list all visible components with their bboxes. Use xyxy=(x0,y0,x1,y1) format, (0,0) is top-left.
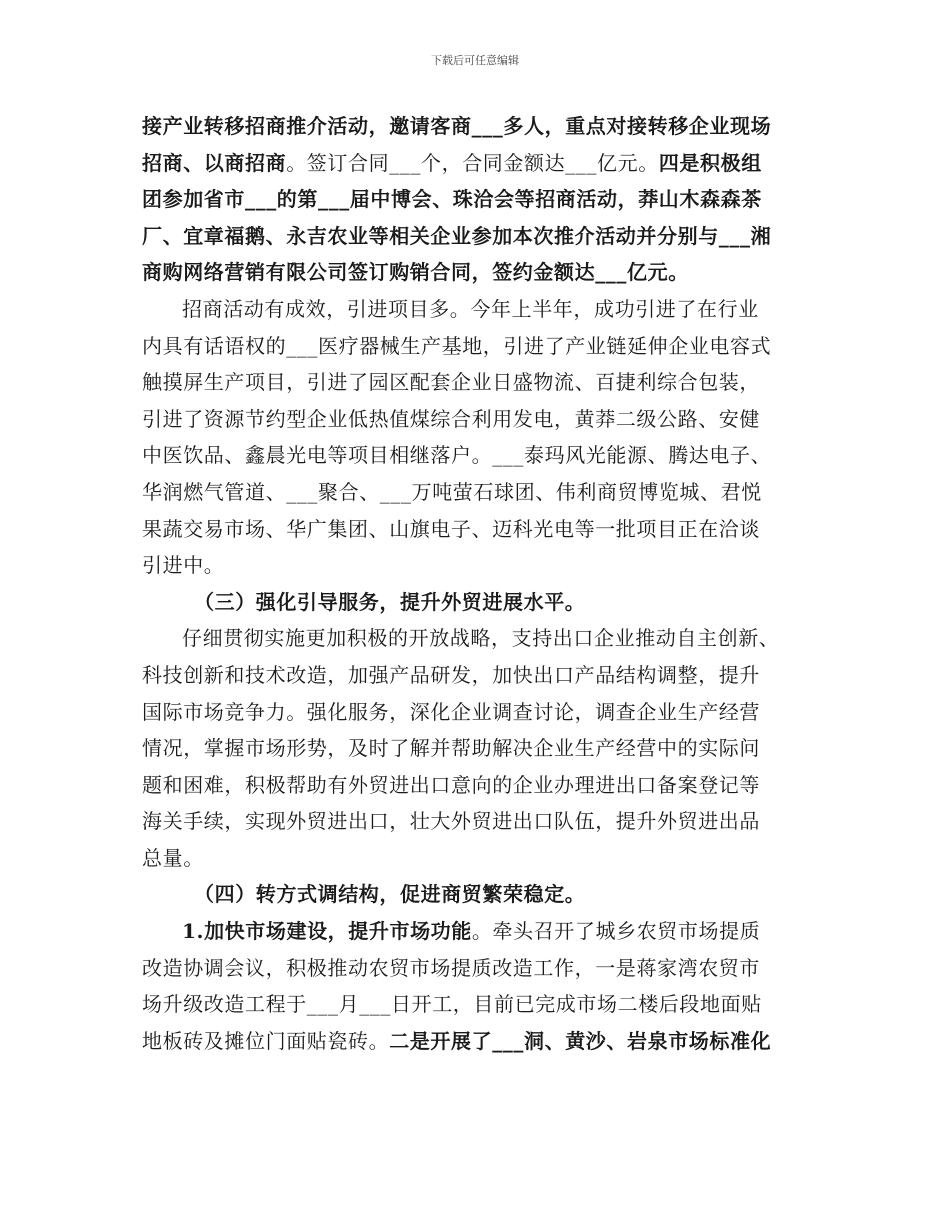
text-run: 科技创新和技术改造，加强产品研发，加快出口产品结构调整，提升 xyxy=(142,662,760,687)
text-run: 。签订合同___个，合同金额达___亿元。 xyxy=(286,150,659,175)
bold-text-run: 1.加快市场建设，提升市场功能 xyxy=(182,919,472,944)
text-line xyxy=(142,328,822,365)
text-run: 题和困难，积极帮助有外贸进出口意向的企业办理进出口备案登记等 xyxy=(142,772,760,797)
text-run: 引进中。 xyxy=(142,553,225,578)
text-run: 国际市场竞争力。强化服务，深化企业调查讨论，调查企业生产经营 xyxy=(142,699,760,724)
page-header: 下载后可任意编辑 xyxy=(431,54,519,67)
text-line xyxy=(142,584,822,621)
text-line xyxy=(142,840,822,877)
text-line xyxy=(142,108,822,145)
text-line xyxy=(142,401,822,438)
bold-text-run: 接产业转移招商推介活动，邀请客商___多人，重点对接转移企业现场 xyxy=(142,114,772,138)
text-line xyxy=(142,730,822,767)
text-line xyxy=(142,254,822,291)
bold-text-run: （三）强化引导服务，提升外贸进展水平。 xyxy=(194,589,586,614)
text-run: 内具有话语权的___医疗器械生产基地，引进了产业链延伸企业电容式 xyxy=(142,333,772,358)
text-run: 改造协调会议，积极推动农贸市场提质改造工作，一是蒋家湾农贸市 xyxy=(142,955,760,980)
text-line xyxy=(142,767,822,804)
text-run: 情况，掌握市场形势，及时了解并帮助解决企业生产经营中的实际问 xyxy=(142,736,760,761)
text-run: 。牵头召开了城乡农贸市场提质 xyxy=(471,919,761,944)
text-line xyxy=(142,913,822,950)
text-line xyxy=(142,657,822,694)
text-line xyxy=(142,986,822,1023)
text-line xyxy=(142,364,822,401)
text-run: 中医饮品、鑫晨光电等项目相继落户。___泰玛风光能源、腾达电子、 xyxy=(142,443,772,468)
text-line xyxy=(142,145,822,182)
text-line xyxy=(142,620,822,657)
text-line xyxy=(142,218,822,255)
bold-text-run: 团参加省市___的第___届中博会、珠洽会等招商活动，莽山木森森茶 xyxy=(142,187,762,212)
text-run: 果蔬交易市场、华广集团、山旗电子、迈科光电等一批项目正在洽谈 xyxy=(142,516,760,541)
bold-text-run: 四是积极组 xyxy=(658,150,762,175)
text-line xyxy=(142,291,822,328)
bold-text-run: 厂、宜章福鹅、永吉农业等相关企业参加本次推介活动并分别与___湘 xyxy=(142,223,772,248)
text-line xyxy=(142,474,822,511)
text-run: 地板砖及摊位门面贴瓷砖。 xyxy=(142,1028,390,1053)
text-run: 华润燃气管道、___聚合、___万吨萤石球团、伟利商贸博览城、君悦 xyxy=(142,479,762,504)
text-run: 场升级改造工程于___月___日开工，目前已完成市场二楼后段地面贴 xyxy=(142,992,762,1017)
text-line xyxy=(142,803,822,840)
document-body xyxy=(142,108,822,1059)
text-run: 引进了资源节约型企业低热值煤综合利用发电，黄莽二级公路、安健 xyxy=(142,406,760,431)
text-line xyxy=(142,950,822,987)
text-run: 海关手续，实现外贸进出口，壮大外贸进出口队伍，提升外贸进出品 xyxy=(142,809,760,834)
text-line xyxy=(142,181,822,218)
bold-text-run: 招商、以商招商 xyxy=(142,150,287,175)
text-line xyxy=(142,547,822,584)
text-line xyxy=(142,511,822,548)
text-line xyxy=(142,1023,822,1060)
text-line xyxy=(142,437,822,474)
bold-text-run: 二是开展了___洞、黄沙、岩泉市场标准化 xyxy=(389,1028,772,1053)
text-run: 仔细贯彻实施更加积极的开放战略，支持出口企业推动自主创新、 xyxy=(182,626,780,651)
text-run: 招商活动有成效，引进项目多。今年上半年，成功引进了在行业 xyxy=(182,296,759,321)
text-line xyxy=(142,876,822,913)
bold-text-run: 商购网络营销有限公司签订购销合同，签约金额达___亿元。 xyxy=(142,260,689,285)
bold-text-run: （四）转方式调结构，促进商贸繁荣稳定。 xyxy=(194,882,586,907)
text-run: 总量。 xyxy=(142,845,204,870)
text-run: 触摸屏生产项目，引进了园区配套企业日盛物流、百捷利综合包装， xyxy=(142,370,760,395)
text-line xyxy=(142,694,822,731)
